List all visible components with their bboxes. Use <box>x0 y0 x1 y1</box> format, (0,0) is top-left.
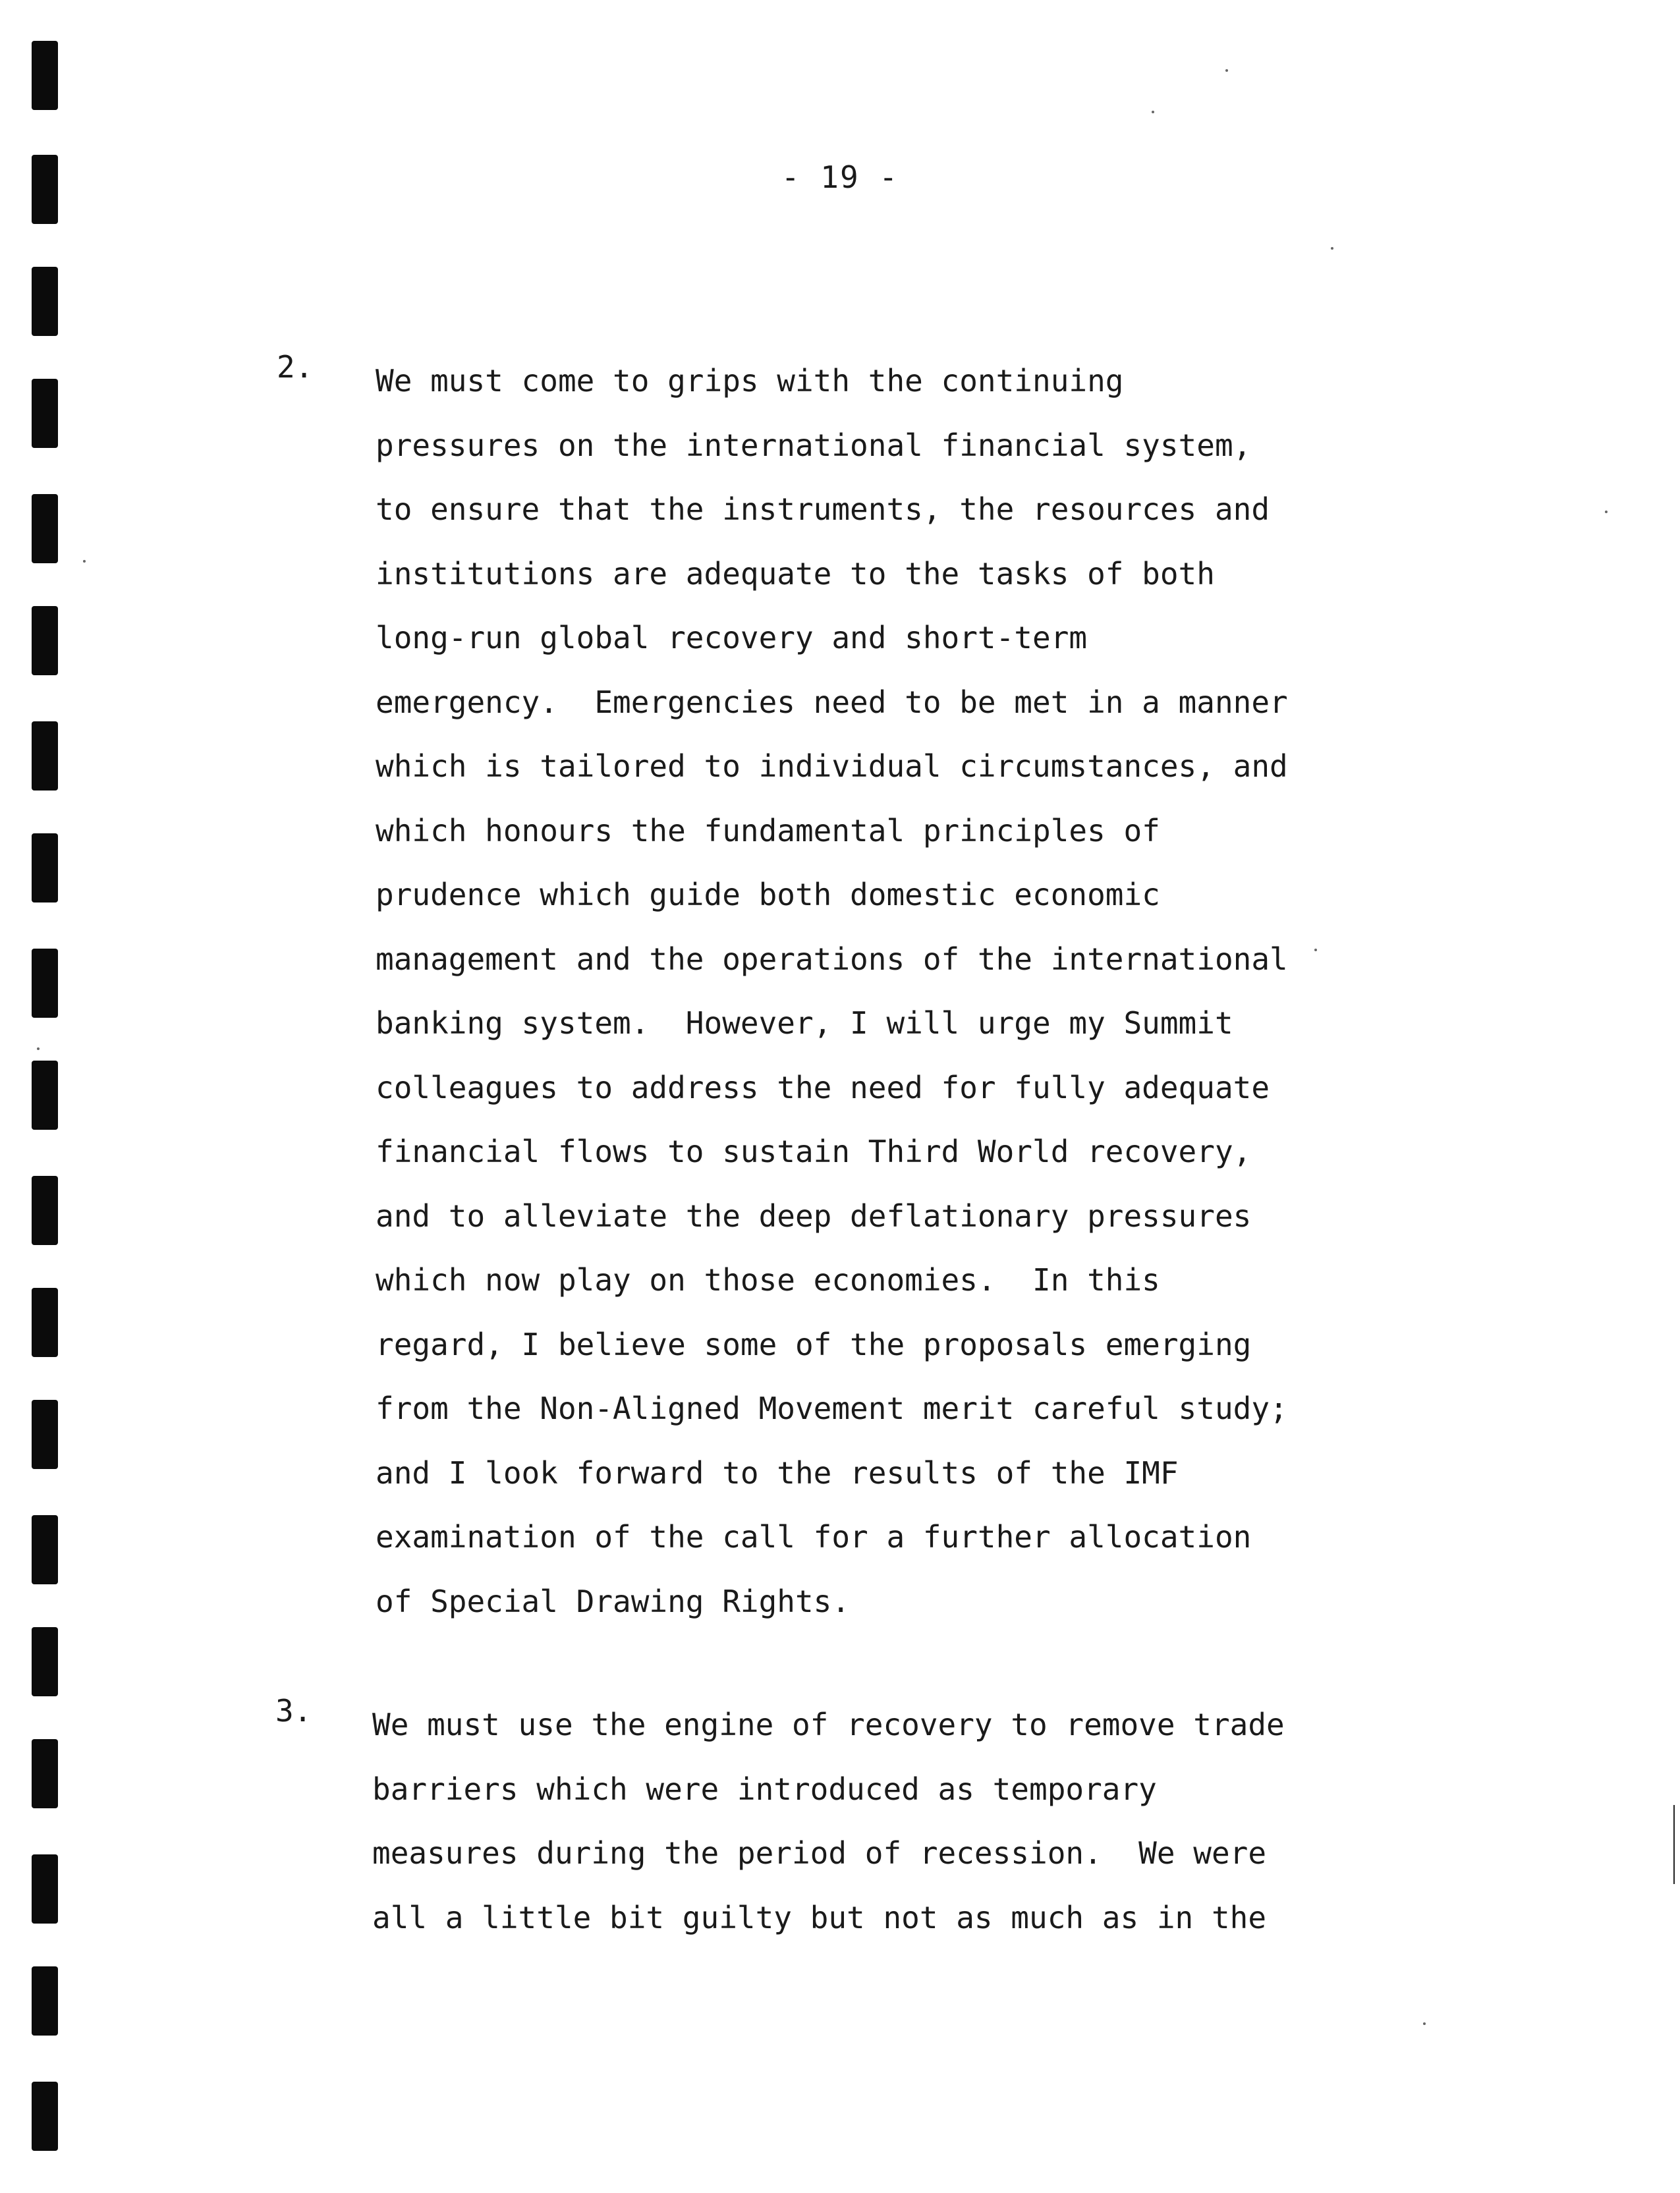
text-line: of Special Drawing Rights. <box>376 1583 851 1619</box>
text-line: emergency. Emergencies need to be met in a manner <box>376 684 1288 720</box>
perforation-mark <box>32 1627 58 1696</box>
perforation-mark <box>32 606 58 675</box>
text-line: We must use the engine of recovery to remove trade <box>372 1707 1285 1742</box>
scan-speck <box>1152 111 1154 113</box>
perforation-mark <box>32 833 58 902</box>
perforation-mark <box>32 721 58 791</box>
text-line: We must come to grips with the continuing <box>376 363 1124 399</box>
scan-speck <box>1423 2022 1426 2025</box>
scan-speck <box>83 560 86 563</box>
perforation-mark <box>32 949 58 1018</box>
paragraph-text <box>376 349 1288 1634</box>
scan-edge-line <box>1673 1805 1675 1884</box>
perforation-mark <box>32 379 58 448</box>
perforation-mark <box>32 1288 58 1357</box>
perforation-mark <box>32 494 58 563</box>
text-line: examination of the call for a further allocation <box>376 1519 1252 1555</box>
text-line: measures during the period of recession. We were <box>372 1835 1267 1871</box>
text-line: all a little bit guilty but not as much as in the <box>372 1899 1267 1935</box>
scan-speck <box>37 1047 40 1050</box>
page-number: - 19 - <box>781 159 899 195</box>
scan-speck <box>1331 247 1333 250</box>
text-line: and to alleviate the deep deflationary pressures <box>376 1198 1252 1234</box>
perforation-mark <box>32 1854 58 1924</box>
scan-speck <box>1605 511 1608 513</box>
perforation-mark <box>32 267 58 336</box>
text-line: which is tailored to individual circumstances, and <box>376 748 1288 784</box>
text-line: regard, I believe some of the proposals emerging <box>376 1326 1252 1362</box>
paragraph-text <box>372 1693 1285 1950</box>
text-line: from the Non-Aligned Movement merit careful study; <box>376 1391 1288 1426</box>
text-line: which honours the fundamental principles of <box>376 812 1160 848</box>
perforation-mark <box>32 1739 58 1808</box>
perforation-mark <box>32 1176 58 1245</box>
scan-speck <box>1225 69 1228 72</box>
perforation-mark <box>32 41 58 110</box>
text-line: barriers which were introduced as temporary <box>372 1771 1157 1807</box>
text-line: management and the operations of the international <box>376 941 1288 977</box>
text-line: banking system. However, I will urge my Summit <box>376 1005 1233 1041</box>
text-line: which now play on those economies. In this <box>376 1262 1160 1298</box>
perforation-mark <box>32 1515 58 1584</box>
text-line: financial flows to sustain Third World recovery, <box>376 1134 1252 1169</box>
text-line: institutions are adequate to the tasks of both <box>376 555 1215 592</box>
text-line: prudence which guide both domestic economic <box>376 877 1160 912</box>
perforation-mark <box>32 1061 58 1130</box>
scan-speck <box>1314 949 1317 951</box>
text-line: long-run global recovery and short-term <box>376 620 1088 655</box>
perforation-strip <box>0 0 72 2193</box>
text-line: to ensure that the instruments, the resources and <box>376 491 1270 527</box>
perforation-mark <box>32 2082 58 2151</box>
text-line: colleagues to address the need for fully adequate <box>376 1069 1270 1105</box>
text-line: pressures on the international financial system, <box>376 427 1252 463</box>
text-line: and I look forward to the results of the IMF <box>376 1455 1179 1491</box>
paragraph-number: 3. <box>275 1693 312 1729</box>
paragraph-number: 2. <box>277 349 314 385</box>
perforation-mark <box>32 1400 58 1469</box>
perforation-mark <box>32 1966 58 2036</box>
